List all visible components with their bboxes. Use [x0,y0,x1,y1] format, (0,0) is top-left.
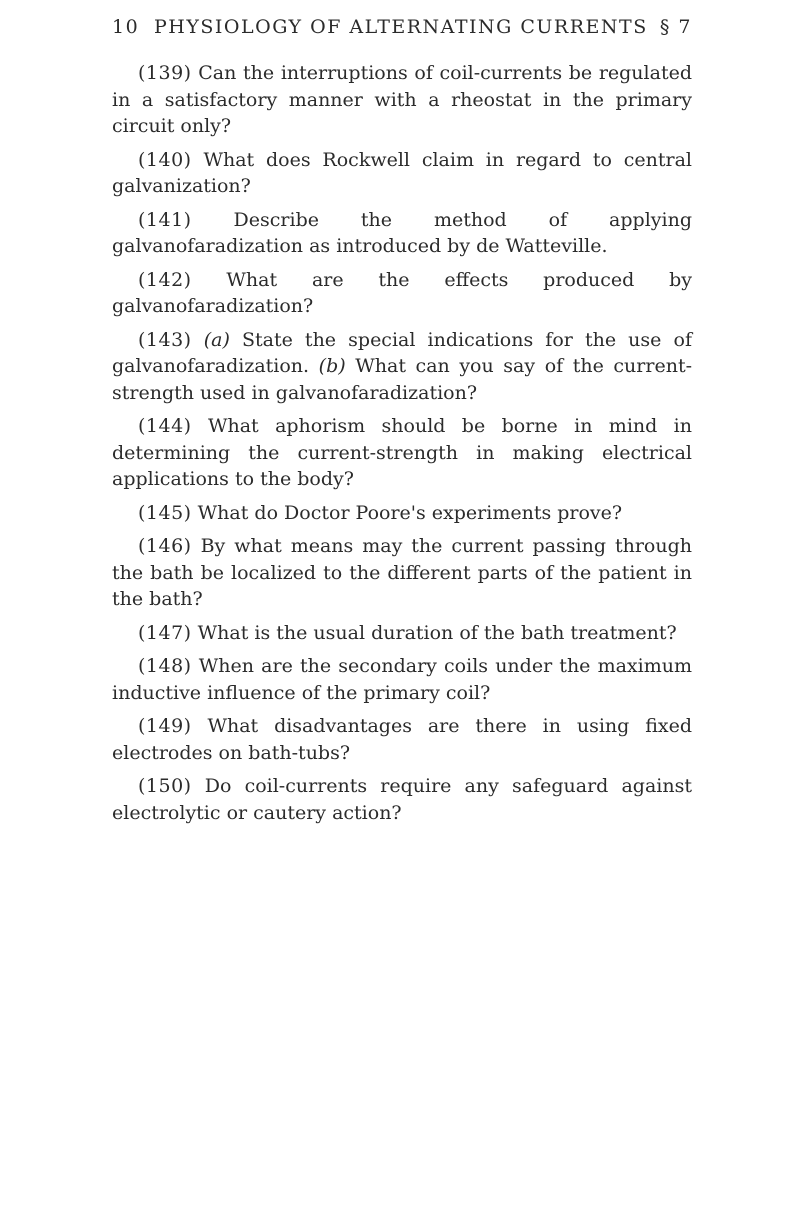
question-142 [112,267,692,320]
question-text: What do Doctor Poore's experiments prove? [197,501,623,524]
question-text: What aphorism should be borne in mind in determining the current-strength in making electrical applications to the body? [112,415,692,490]
question-number: (139) [138,62,192,84]
question-text: By what means may the current passing through the bath be localized to the different parts of the patient in the bath? [112,535,692,610]
question-text: Do coil-currents require any safeguard against electrolytic or cautery action? [112,775,692,824]
question-148 [112,653,692,706]
question-143 [112,327,692,407]
question-text: What are the effects produced by galvanofaradization? [112,268,692,317]
question-141 [112,207,692,260]
question-number: (148) [138,655,192,677]
question-146 [112,533,692,613]
running-title: PHYSIOLOGY OF ALTERNATING CURRENTS [154,16,648,38]
question-text: What disadvantages are there in using fixed electrodes on bath-tubs? [112,715,692,764]
question-text: Describe the method of applying galvanofaradization as introduced by de Watteville. [112,208,693,257]
question-number: (141) [138,208,192,231]
part-b-label: (b) [318,355,346,377]
question-text: When are the secondary coils under the maximum inductive influence of the primary coil? [112,655,692,704]
part-a-label: (a) [203,328,230,351]
question-text: Can the interruptions of coil-currents be regulated in a satisfactory manner with a rheostat in the primary circuit only? [112,62,692,137]
section-mark: § 7 [659,16,692,38]
running-head [112,16,692,44]
question-number: (149) [138,715,192,737]
question-text-part-b: What can you say of the current-strength used in galvanofaradization? [112,355,692,404]
question-139 [112,60,692,140]
question-number: (145) [138,501,192,524]
question-text: What is the usual duration of the bath treatment? [197,621,677,644]
question-145 [112,500,692,527]
question-list [112,60,692,833]
question-number: (142) [138,268,192,291]
question-150 [112,773,692,826]
question-number: (147) [138,621,192,644]
question-text-part-a: State the special indications for the use of galvanofaradization. [112,328,692,377]
question-number: (140) [138,148,192,171]
question-149 [112,713,692,766]
question-text: What does Rockwell claim in regard to central galvanization? [112,148,692,197]
question-number: (146) [138,535,192,557]
question-number: (144) [138,415,192,437]
question-144 [112,413,692,493]
question-140 [112,147,692,200]
question-number: (150) [138,775,192,797]
question-number: (143) [138,328,192,351]
question-147 [112,620,692,647]
page-number: 10 [112,16,140,38]
